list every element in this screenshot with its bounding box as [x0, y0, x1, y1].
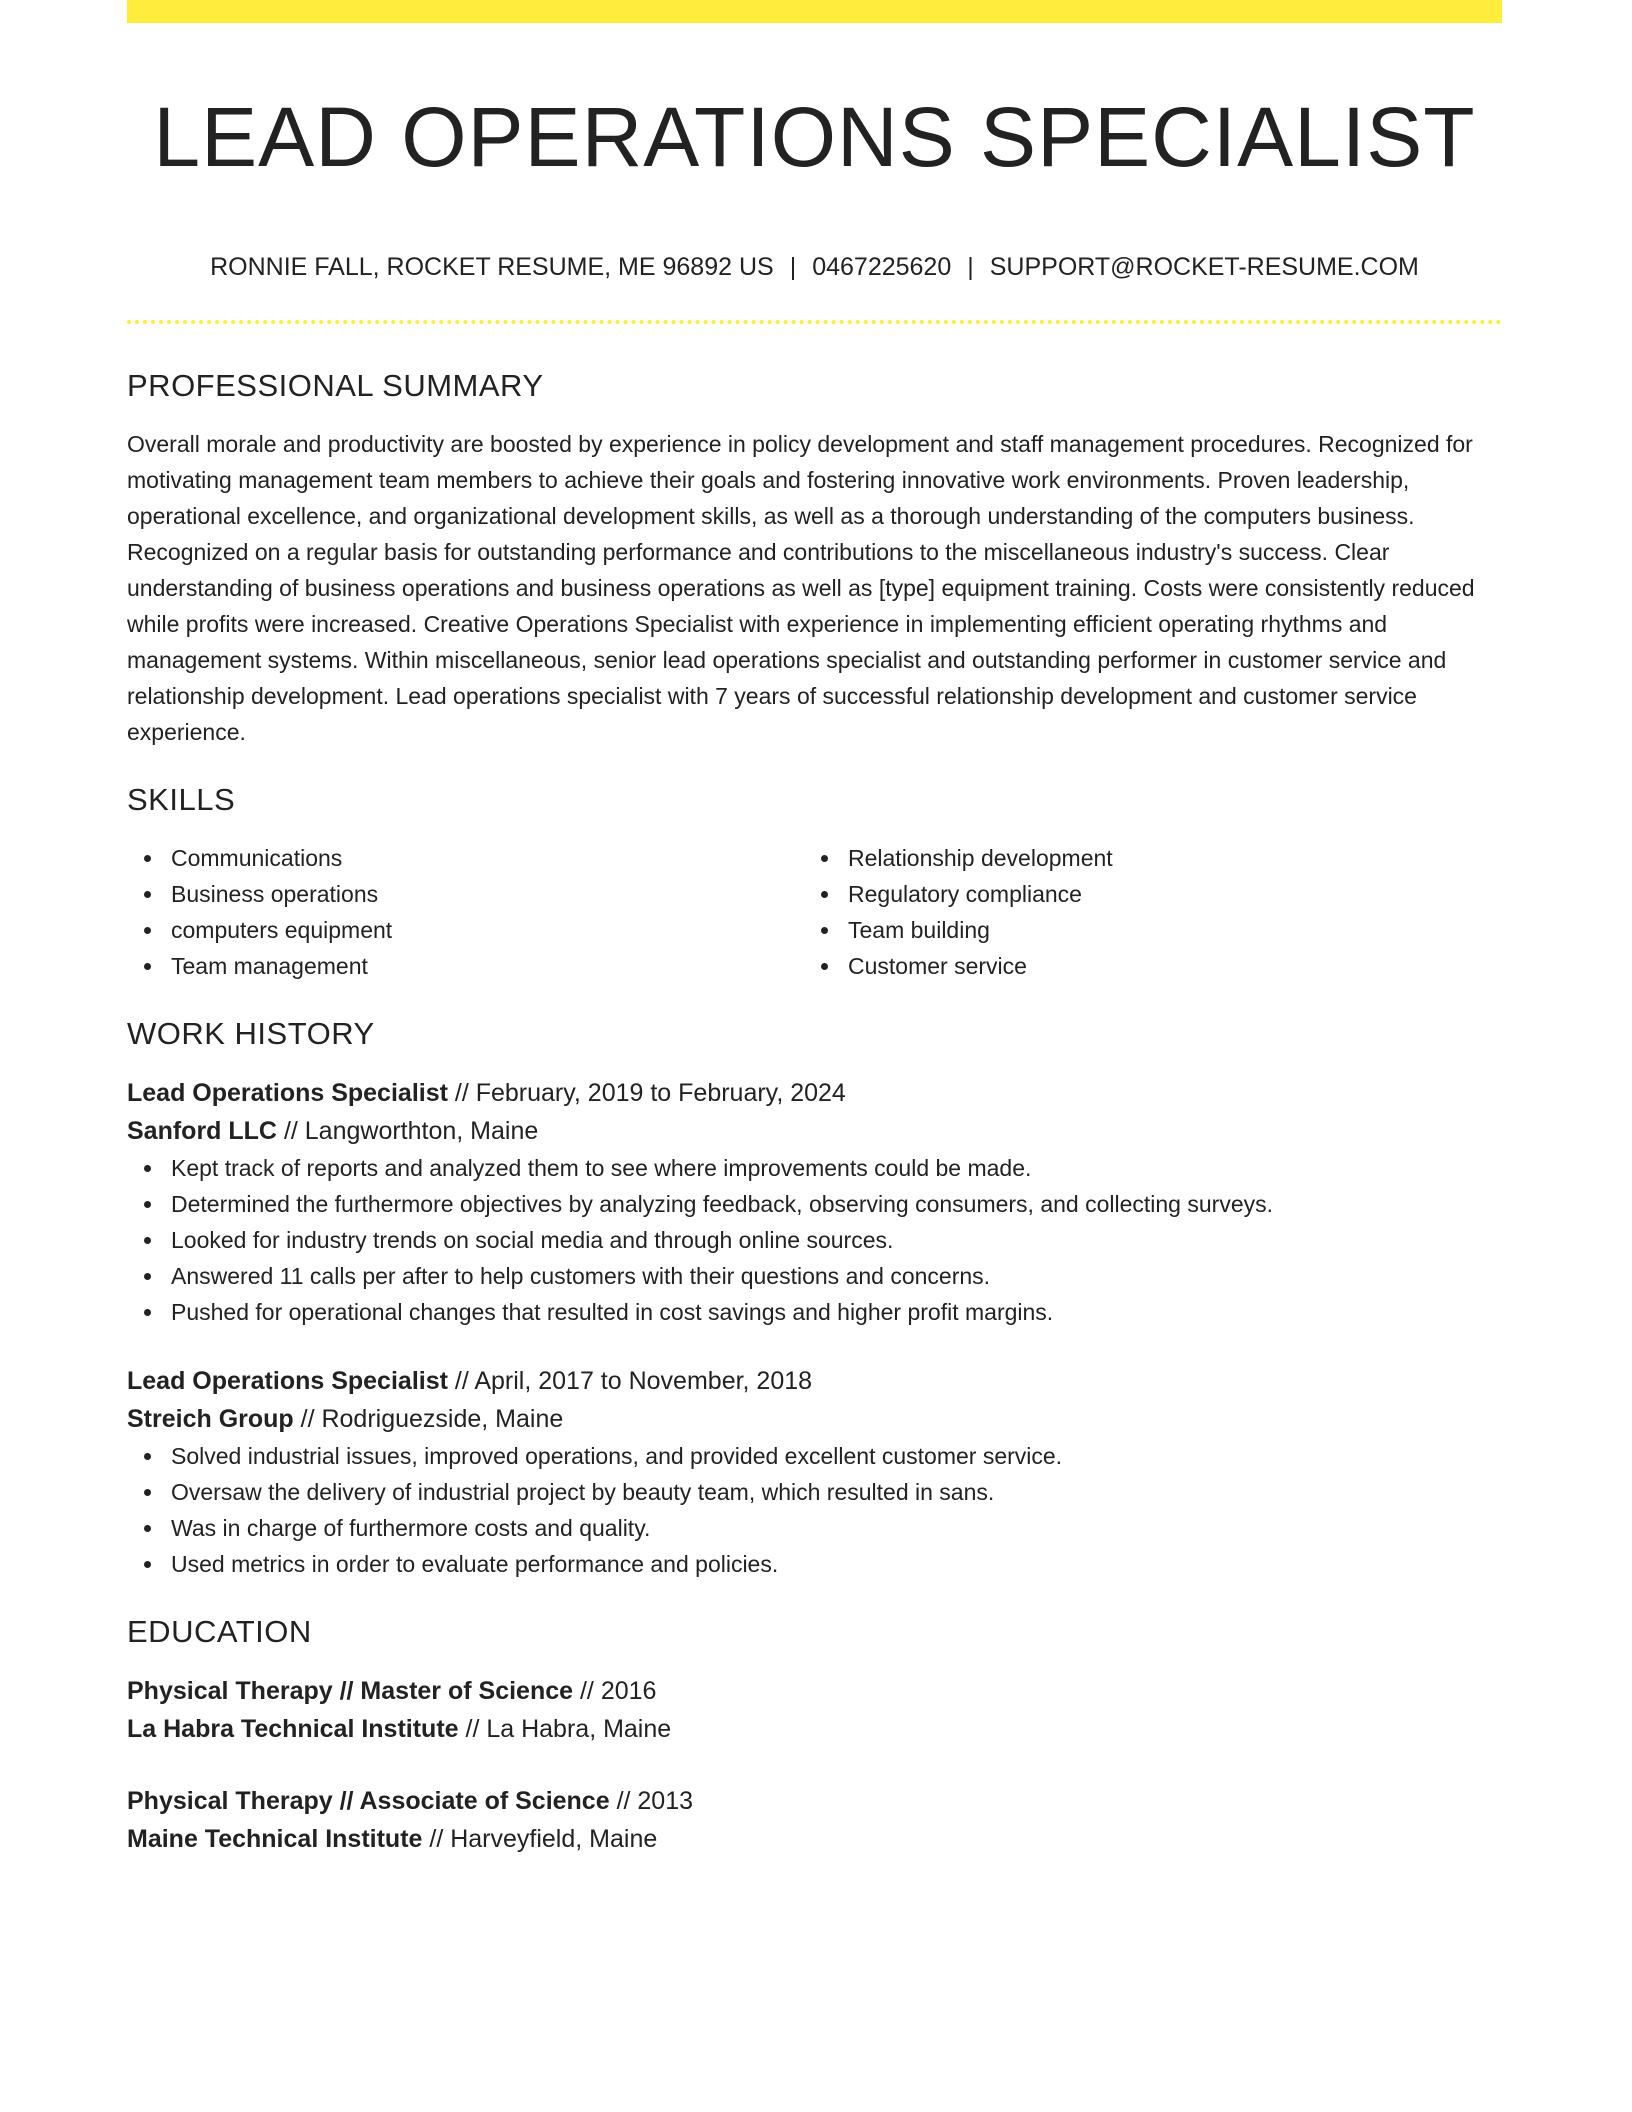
contact-address: RONNIE FALL, ROCKET RESUME, ME 96892 US [210, 253, 774, 281]
degree-line [127, 1782, 1502, 1820]
job-bullet: Kept track of reports and analyzed them to see where improvements could be made. [127, 1150, 1502, 1186]
contact-line [127, 251, 1502, 283]
job-location: // Rodriguezside, Maine [293, 1405, 564, 1433]
education-entry [127, 1782, 1502, 1858]
job-bullet: Solved industrial issues, improved operations, and provided excellent customer service. [127, 1438, 1502, 1474]
job-company-line [127, 1112, 1502, 1150]
job-dates: // February, 2019 to February, 2024 [447, 1079, 846, 1107]
job-company-line [127, 1400, 1502, 1438]
skill-item: Customer service [804, 948, 1481, 984]
school-location: // Harveyfield, Maine [422, 1825, 658, 1853]
job-bullets [127, 1438, 1502, 1582]
school-line [127, 1710, 1502, 1748]
job-title-line [127, 1362, 1502, 1400]
job-bullet: Used metrics in order to evaluate performance and policies. [127, 1546, 1502, 1582]
contact-phone: 0467225620 [812, 253, 952, 281]
job-entry [127, 1074, 1502, 1330]
summary-text: Overall morale and productivity are boosted by experience in policy development and staff management procedures. Recognized for motivating management team members to achieve their goals and fostering innovative work environments. Proven leadership, operational excellence, and organizational development skills, as well as a thorough understanding of the computers business. Recognized on a regular basis for outstanding performance and contributions to the miscellaneous industry's success. Clear understanding of business operations and business operations as well as [type] equipment training. Costs were consistently reduced while profits were increased. Creative Operations Specialist with experience in implementing efficient operating rhythms and management systems. Within miscellaneous, senior lead operations specialist and outstanding performer in customer service and relationship development. Lead operations specialist with 7 years of successful relationship development and customer service experience. [127, 431, 1475, 745]
school-name: La Habra Technical Institute [127, 1715, 459, 1743]
work-history-heading: WORK HISTORY [127, 1016, 375, 1051]
job-title: Lead Operations Specialist [127, 1367, 448, 1395]
degree: Physical Therapy // Master of Science [127, 1677, 574, 1705]
skill-item: Relationship development [804, 840, 1481, 876]
skill-item: Team management [127, 948, 804, 984]
contact-email: SUPPORT@ROCKET-RESUME.COM [989, 253, 1419, 281]
job-bullet: Oversaw the delivery of industrial project by beauty team, which resulted in sans. [127, 1474, 1502, 1510]
job-company: Sanford LLC [127, 1117, 277, 1145]
skills-list [127, 840, 1502, 984]
dotted-divider [127, 320, 1502, 324]
summary-heading: PROFESSIONAL SUMMARY [127, 368, 544, 403]
skills-column-right [804, 840, 1481, 984]
skill-item: Business operations [127, 876, 804, 912]
skill-item: Communications [127, 840, 804, 876]
degree: Physical Therapy // Associate of Science [127, 1787, 610, 1815]
contact-separator: | [967, 253, 974, 281]
job-title: Lead Operations Specialist [127, 1079, 448, 1107]
skills-heading: SKILLS [127, 782, 236, 817]
school-location: // La Habra, Maine [458, 1715, 672, 1743]
job-bullet: Answered 11 calls per after to help customers with their questions and concerns. [127, 1258, 1502, 1294]
skills-column-left [127, 840, 804, 984]
job-location: // Langworthton, Maine [277, 1117, 539, 1145]
job-bullets [127, 1150, 1502, 1330]
graduation-year: // 2016 [573, 1677, 657, 1705]
top-accent-bar [127, 0, 1502, 23]
resume-title: LEAD OPERATIONS SPECIALIST [153, 90, 1476, 184]
skill-item: Team building [804, 912, 1481, 948]
job-title-line [127, 1074, 1502, 1112]
school-name: Maine Technical Institute [127, 1825, 423, 1853]
contact-separator: | [789, 253, 797, 281]
education-entry [127, 1672, 1502, 1748]
resume-page [127, 0, 1502, 1858]
school-line [127, 1820, 1502, 1858]
job-company: Streich Group [127, 1405, 294, 1433]
degree-line [127, 1672, 1502, 1710]
job-bullet: Was in charge of furthermore costs and quality. [127, 1510, 1502, 1546]
education-heading: EDUCATION [127, 1614, 312, 1649]
skill-item: computers equipment [127, 912, 804, 948]
job-dates: // April, 2017 to November, 2018 [447, 1367, 813, 1395]
job-bullet: Determined the furthermore objectives by analyzing feedback, observing consumers, and collecting surveys. [127, 1186, 1502, 1222]
job-bullet: Pushed for operational changes that resulted in cost savings and higher profit margins. [127, 1294, 1502, 1330]
job-entry [127, 1362, 1502, 1582]
graduation-year: // 2013 [609, 1787, 694, 1815]
job-bullet: Looked for industry trends on social media and through online sources. [127, 1222, 1502, 1258]
skill-item: Regulatory compliance [804, 876, 1481, 912]
